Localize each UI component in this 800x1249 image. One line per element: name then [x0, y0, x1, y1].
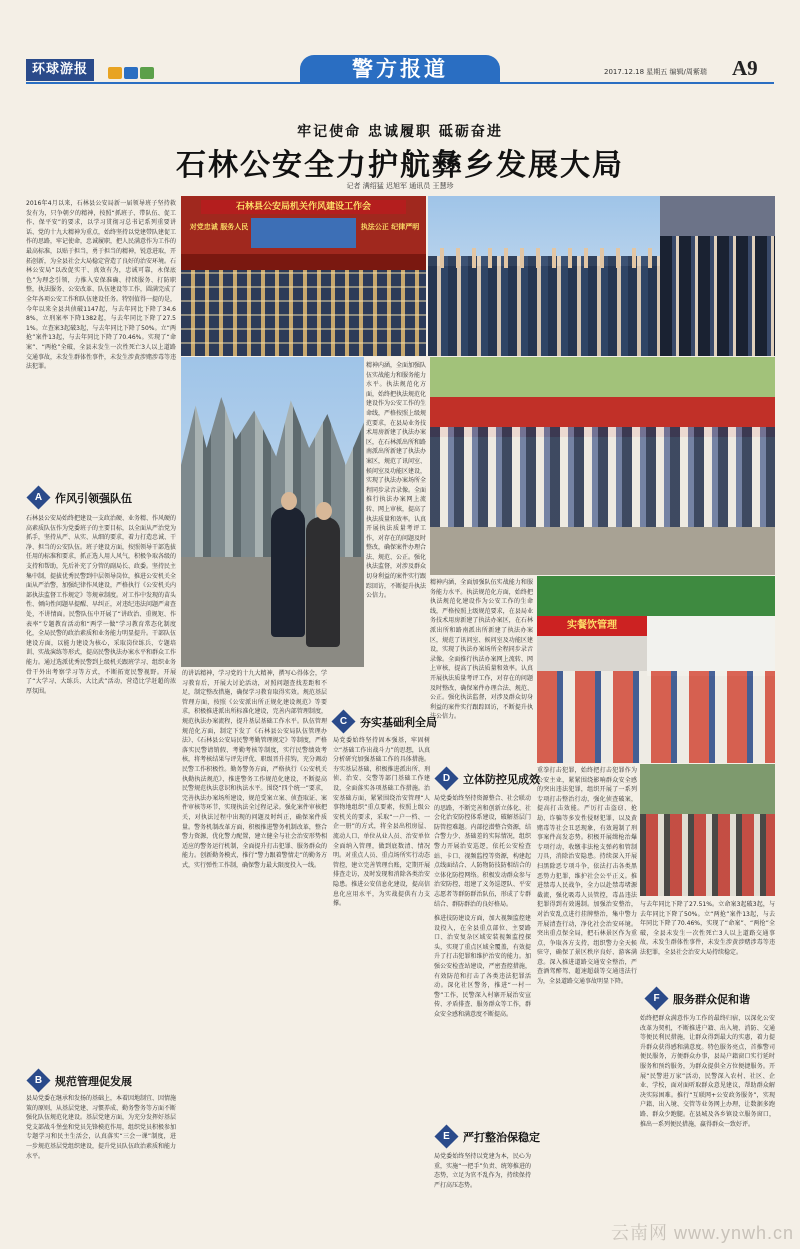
article-subtitle: 牢记使命 忠诚履职 砥砺奋进: [297, 124, 503, 140]
section-title-text: 作风引领强队伍: [55, 492, 132, 505]
masthead: [0, 0, 800, 110]
photo-street-booth: [537, 576, 775, 763]
section-title-text: 服务群众促和谐: [673, 993, 750, 1006]
column3b-text: 精神内涵，全面加强队伍实战能力和服务能力水平。执法规范化方面，始终把执法规范化建设作为公安工作的生命线，严格按照上级规范要求，在县局业务技术用房新建了执法办案区，在石林派出所和路南派出所新建了执法办案区，规范了讯问室、候问室及功能区建设，实现了执法办案场所全程同步录音录像。全面推行执法办案网上流转、网上审核，提高了执法质量和效率。认真开展执法质量考评工作，对存在的问题及时整改，确保案件办理合法、规范、公正。强化执法监督，对涉及群众切身利益的案件实行跟踪回访，不断提升执法公信力。: [430, 579, 533, 721]
section-letter: E: [443, 1131, 450, 1142]
column3-top-text: 精神内涵，全面加强队伍实战能力和服务能力水平。执法规范化方面，始终把执法规范化建设作为公安工作的生命线，严格按照上级规范要求，在县局业务技术用房新建了执法办案区，在石林派出所和路南派出所新建了执法办案区，规范了讯问室、候问室及功能区建设，实现了执法办案场所全程同步录音录像。全面推行执法办案网上流转、网上审核，提高了执法质量和效率。认真开展执法质量考评工作，对存在的问题及时整改，确保案件办理合法、规范、公正。强化执法监督，对涉及群众切身利益的案件实行跟踪回访，不断提升执法公信力。: [366, 362, 426, 600]
section-letter: B: [34, 1075, 43, 1086]
section-letter: F: [653, 993, 660, 1004]
section-letter: C: [339, 716, 348, 727]
section-a-text: 石林县公安局始终把建设一支政治硬、业务精、作风硬的高素质队伍作为党委班子的主要目标，以全面从严治党为抓手，坚持从严、从实、从细的要求，着力打造忠诚、干净、担当的公安队伍。班子建设方面，按照领导干部选拔任用的标准和要求，抓正选人用人风气，积极争取各级的支持和帮助，先后补充了分管的副局长、政委。坚持民主集中制，提拔优秀民警到中层领导岗位，推进公安机关全面从严治警，加强纪律作风建设，严格执行《公安机关内部执法监督工作规定》等规章制度。对工作中发现的苗头性、倾向性问题早提醒、早纠正，对违纪违法问题严肃查处，不讲情面。民警队伍中开展了“讲政治、重规矩、作表率”专题教育活动和“两学一做”学习教育常态化制度化，全局民警的政治素质和业务能力明显提升。干部队伍建设方面，以能力建设为核心，采取岗位练兵、专题培训、实战演练等形式，提高民警执法办案水平和群众工作能力。通过选派优秀民警到上级机关跟班学习、组织业务骨干外出考察学习等方式，不断拓宽民警视野。开展了“大学习、大练兵、大比武”活动，营造比学赶超的浓厚氛围。: [26, 515, 176, 695]
intro-text: 2016年4月以来，石林县公安局新一届领导班子坚持救发有为，只争朝夕的精神，按照“抓班子、带队伍、促工作、保平安”的要求，以学习贯彻习总书记系列重要讲话、党的十九大精神为重点，始终坚持以党建带队建促工作的思路，牢记使命，忠诚履职，把人民满意作为工作的最高标准，以贴于担当，勇于担当的精神，锐意进取，开拓创新，为全县社会大局稳定营造了良好的治安环境。石林公安局“以改促实干、真效有为，忠诚可靠，永保底色”为理念引领，力推入安保准确、持续服务、打防职整，执法服务、公安改革、队伍建设等工作，圆满完成了全年各项公安工作和队伍建设任务。特别值得一提的是，今年以来全县共侦破1147起，与去年同比下降了34.68%，立刑案率下降1382起，与去年同比下降了27.51%。立查案3起破3起，与去年同比下降了50%。立“两抢”案件13起，与去年同比下降了70.46%。实现了“命案”、“两抢”全破，全县未发生一次性死亡3人以上道路交通事故，未发生群体性事件，未发生涉黄涉赌涉毒等违法犯罪。: [26, 200, 176, 371]
column5-text: 重拳打击犯罪，始终把打击犯罪作为公安主业，紧紧围绕影响群众安全感的突出违法犯罪，组织开展了一系列专项打击整治行动，强化侦查破案，提高打击效能。严厉打击盗窃、抢劫、诈骗等多发性侵财犯罪，以及黄赌毒等社会丑恶现象，有效遏制了刑事案件高发态势。积极开展缉枪治爆专项行动，收缴非法枪支弹药和管制刀具，消除治安隐患。持续深入开展扫黑除恶专项斗争，依法打击各类黑恶势力犯罪，维护社会公平正义。推进禁毒人民战争，全力以赴禁毒堵源截流，强化吸毒人员管控，毒品违法犯罪得到有效遏制。加强治安整治，对治安乱点进行挂牌整治，集中警力开展清查行动，净化社会治安环境。突出重点保全局，把石林景区作为重点，争取各方支持，组织警力全天候驻守，确保了景区秩序良好、游客满意。深入推进道路交通安全整治，严查酒驾醉驾、超速超载等交通违法行为，全县道路交通事故明显下降。: [537, 767, 637, 986]
photo-meeting: [181, 196, 426, 356]
photo-motorbikes: [640, 764, 775, 896]
section-head-a: [30, 489, 180, 507]
column4-bottom-text: 推进技防建设方面，加大视频监控建设投入，在全县重点部位、主要路口、治安复杂区域安装视频监控探头，实现了重点区域全覆盖，有效提升了打击犯罪和维护治安的能力。加强公安检查站建设，严密查控措施，有效防范和打击了各类违法犯罪活动。深化社区警务，推进“一村一警”工作，民警深入村寨开展治安宣传、矛盾排查、服务群众等工作，群众安全感和满意度不断提高。: [434, 915, 531, 1018]
page-number: A9: [732, 56, 758, 80]
meeting-banner: 石林县公安局机关作风建设工作会: [201, 200, 406, 214]
section-c-text: 局党委始终坚持固本强基，牢固树立“基础工作出战斗力”的思想，认真分析研究加强基础工作的具体措施。夯实基层基础，积极推进派出所、刑侦、治安、交警等部门基础工作建设，全面落实各项基础工作措施。治安基础方面，紧紧围绕治安管理“人事物地组织”重点要素，按照上级公安机关的要求，采取“一户一档、一企一册”的方式，将全县出租房屋、流动人口、单位从业人员、治安单位全面纳入管理，做到底数清、情况明。对重点人员、重点场所实行动态管控，建立完善管理台账，定期开展排查走访，及时发现和消除各类治安隐患。推进公安信息化建设，提高信息化应用水平，为实战提供有力支撑。: [333, 737, 430, 908]
photo-oath-rally: [428, 196, 660, 356]
photo-stone-forest: [181, 357, 364, 667]
article-byline: 记者 满绍猛 迟旭军 通讯员 王慧珍: [346, 182, 454, 190]
section-title: 警方报道: [300, 55, 500, 83]
shop-sign: 实餐饮管理: [537, 616, 647, 636]
column6-top-text: 与去年同比下降了27.51%。立命案3起破3起，与去年同比下降了50%。立“两抢”案件13起，与去年同比下降了70.46%，实现了“命案”、“两抢”全破，全县未发生一次性死亡3人以上道路交通事故，未发生群体性事件，未发生涉黄涉赌涉毒等违法犯罪，全县社会治安大局持续稳定。: [640, 901, 775, 956]
section-title-text: 规范管理促发展: [55, 1075, 132, 1088]
watermark: 云南网 www.ynwh.cn: [610, 1223, 794, 1243]
article-headline: 石林公安全力护航彝乡发展大局: [176, 148, 624, 183]
section-head-b: [30, 1072, 180, 1090]
meeting-slogan-right: 执法公正 纪律严明: [359, 220, 421, 234]
paper-logo: 环球游报: [26, 59, 94, 81]
photo-police-lineup: [660, 196, 775, 356]
section-f-text: 始终把群众满意作为工作的最终归宿，以深化公安改革为契机，不断推进户籍、出入境、消防、交通等便民利民措施，让群众得到最大的实惠，着力提升群众获得感和满意度。特色服务亮点，首推警司便民服务，方便群众办事，县局户籍窗口实行延时服务和预约服务，为群众提供全方位便捷服务。开展“民警进万家”活动，民警深入农村、社区、企业、学校，面对面听取群众意见建议，帮助群众解决实际困难。推行“互联网+公安政务服务”，实现户籍、出入境、交管等业务网上办理，让数据多跑路、群众少跑腿。在县城及各乡镇设立服务窗口，推出一系列便民措施，赢得群众一致好评。: [640, 1015, 775, 1128]
section-d-text: 局党委始终坚持资源整合、社会联动的思路，不断完善和创新立体化、社会化治安防控体系建设，破解基层门防管控难题。内部挖潜整合资源，结合警力少、基础差的实际情况，组织警力开展治安巡逻，依托公安检查站、卡口、视频监控等资源，构建起点线面结合、人防物防技防相结合的立体化防控网络。积极发动群众参与治安防控，组建了义务巡逻队、平安志愿者等群防群治队伍，形成了专群结合、群防群治的良好格局。: [434, 795, 531, 908]
section-head-f: [648, 990, 778, 1008]
section-letter: A: [34, 492, 43, 503]
column2-text: 的讲话精神，学习党的十九大精神，撰写心得体会，学习教育后，开展大讨论活动，对照问题查找差距和不足，制定整改措施，确保学习教育取得实效。规范基层管理方面，按照《公安派出所正规化建设规范》等要求，积极推进派出所标准化建设，完善内部管理制度，规范执法办案流程，提升基层基础工作水平。队伍管理规范化方面，制定下发了《石林县公安局队伍管理办法》、《石林县公安局民警考勤管理规定》等制度，严格落实民警请销假、考勤考核等制度，实行民警绩效考核，将考核结果与评先评优、职级晋升挂钩，充分调动民警工作积极性。勤务警务方面，严格执行《公安机关执勤执法规范》，推进警务工作规范化建设，不断提高民警规范执法意识和执法水平。围绕“四个统一”要求，完善执法办案场所建设，规范受案立案、侦查取证、案件审核等环节，实现执法全过程记录。强化案件审核把关，对执法过程中出现的问题及时纠正，确保案件质量。警务机制改革方面，积极推进警务机制改革，整合警力资源，优化警力配置，建立健全与社会治安形势相适应的警务运行机制，全面提升打击犯罪、服务群众的能力。创新勤务模式，推行“警力跟着警情走”的勤务方式，实行弹性工作制，确保警力最大限度投入一线。: [182, 670, 327, 869]
date-line: 2017.12.18 星期五 编辑/周紫瑞: [604, 68, 707, 76]
masthead-decor: [108, 64, 156, 83]
section-e-text: 局党委始终坚持以党建为本，民心为重，实施“一把手”负责、统筹推进的态势，立足为官不乱作为，持续保持严打高压态势。: [434, 1153, 531, 1189]
section-b-text: 县局党委在继承和发扬的基础上，本着因地制宜、因情施策的原则，从基层党建、习惯养成、勤务警务等方面不断强化队伍规范化建设。基层党建方面，为充分发挥好基层党支部战斗堡垒和党员先锋模范作用，组织党员积极参加专题学习和民主生活会，认真落实“三会一课”制度，进一步规范基层党组织建设，提升党员队伍政治素质和能力水平。: [26, 1095, 176, 1160]
section-head-c: [335, 713, 485, 731]
section-title-text: 严打整治保稳定: [463, 1131, 540, 1144]
section-letter: D: [442, 773, 451, 784]
photo-outdoor-ceremony: [430, 357, 775, 575]
section-title-text: 立体防控见成效: [463, 773, 540, 786]
meeting-slogan-left: 对党忠诚 服务人民: [189, 220, 249, 234]
section-title-text: 夯实基础利全局: [360, 716, 437, 729]
